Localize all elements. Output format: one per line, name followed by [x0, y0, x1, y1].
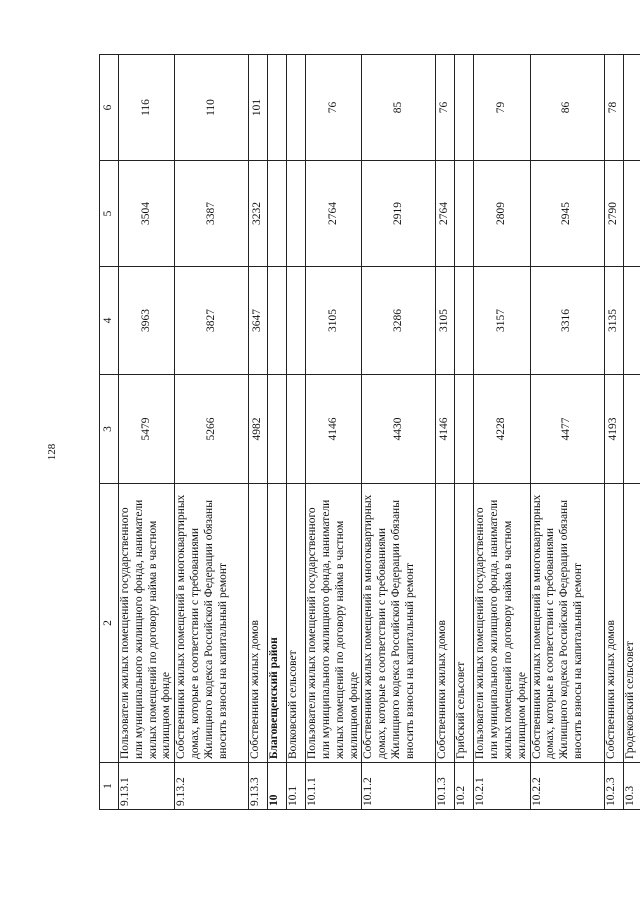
header-cell-4: 4 — [100, 267, 119, 375]
row-value-6 — [455, 55, 474, 161]
row-code: 9.13.2 — [175, 763, 249, 810]
table-row — [362, 55, 436, 810]
row-code: 10.1.1 — [306, 763, 362, 810]
row-value-5 — [623, 161, 640, 267]
row-value-4: 3827 — [175, 267, 249, 375]
row-value-4: 3157 — [474, 267, 530, 375]
row-value-6: 116 — [119, 55, 175, 161]
row-value-5: 2945 — [530, 161, 604, 267]
row-value-4 — [287, 267, 306, 375]
table-row — [306, 55, 362, 810]
row-code: 10.2.2 — [530, 763, 604, 810]
row-value-6: 76 — [436, 55, 455, 161]
row-value-5 — [455, 161, 474, 267]
row-value-3: 4228 — [474, 375, 530, 484]
row-value-4 — [455, 267, 474, 375]
row-value-4 — [623, 267, 640, 375]
row-value-6 — [287, 55, 306, 161]
row-value-5: 2764 — [436, 161, 455, 267]
district-name: Благовещенский район — [268, 484, 287, 763]
rotated-table-container — [99, 55, 636, 810]
row-value-6: 76 — [306, 55, 362, 161]
header-row — [100, 55, 119, 810]
row-code: 10.2.3 — [604, 763, 623, 810]
row-value-3: 4430 — [362, 375, 436, 484]
row-value-5: 3232 — [249, 161, 268, 267]
row-value-4: 3316 — [530, 267, 604, 375]
row-value-6: 86 — [530, 55, 604, 161]
row-description: Собственники жилых домов — [249, 484, 268, 763]
row-code: 9.13.1 — [119, 763, 175, 810]
row-value-3 — [455, 375, 474, 484]
row-value-6: 101 — [249, 55, 268, 161]
row-description: Пользователи жилых помещений государственного или муниципального жилищного фонда, наниматели жилых помещений по договору найма в частном жилищном фонде — [119, 484, 175, 763]
table-row — [249, 55, 268, 810]
row-value-6: 79 — [474, 55, 530, 161]
row-value-6: 110 — [175, 55, 249, 161]
row-value-5 — [268, 161, 287, 267]
table-row — [175, 55, 249, 810]
council-name: Грибский сельсовет — [455, 484, 474, 763]
row-value-3: 4982 — [249, 375, 268, 484]
row-value-6 — [268, 55, 287, 161]
header-cell-1: 1 — [100, 763, 119, 810]
row-value-3 — [623, 375, 640, 484]
row-value-4: 3647 — [249, 267, 268, 375]
row-description: Собственники жилых помещений в многоквартирных домах, которые в соответствии с требованиями Жилищного кодекса Российской Федерации обязаны вносить взносы на капитальный ремонт — [362, 484, 436, 763]
table-row — [604, 55, 623, 810]
row-value-5: 2919 — [362, 161, 436, 267]
table-row — [530, 55, 604, 810]
row-value-3 — [268, 375, 287, 484]
row-code: 10.1 — [287, 763, 306, 810]
row-value-4: 3105 — [306, 267, 362, 375]
row-value-3: 4146 — [306, 375, 362, 484]
header-cell-6: 6 — [100, 55, 119, 161]
row-description: Собственники жилых помещений в многоквартирных домах, которые в соответствии с требованиями Жилищного кодекса Российской Федерации обязаны вносить взносы на капитальный ремонт — [530, 484, 604, 763]
row-value-5: 3504 — [119, 161, 175, 267]
council-name: Гродековский сельсовет — [623, 484, 640, 763]
row-description: Пользователи жилых помещений государственного или муниципального жилищного фонда, наниматели жилых помещений по договору найма в частном жилищном фонде — [306, 484, 362, 763]
row-value-3: 4193 — [604, 375, 623, 484]
row-value-3: 5479 — [119, 375, 175, 484]
council-row — [455, 55, 474, 810]
row-description: Пользователи жилых помещений государственного или муниципального жилищного фонда, наниматели жилых помещений по договору найма в частном жилищном фонде — [474, 484, 530, 763]
row-code: 10.3 — [623, 763, 640, 810]
row-value-4: 3105 — [436, 267, 455, 375]
row-value-5: 2809 — [474, 161, 530, 267]
council-row — [287, 55, 306, 810]
row-value-3: 4146 — [436, 375, 455, 484]
row-value-3 — [287, 375, 306, 484]
table-row — [474, 55, 530, 810]
page-number: 128 — [46, 443, 58, 461]
header-cell-5: 5 — [100, 161, 119, 267]
row-value-4: 3135 — [604, 267, 623, 375]
row-value-6: 78 — [604, 55, 623, 161]
row-value-6: 85 — [362, 55, 436, 161]
row-code: 10.2.1 — [474, 763, 530, 810]
row-description: Собственники жилых домов — [436, 484, 455, 763]
row-description: Собственники жилых помещений в многоквартирных домах, которые в соответствии с требованиями Жилищного кодекса Российской Федерации обязаны вносить взносы на капитальный ремонт — [175, 484, 249, 763]
row-value-5 — [287, 161, 306, 267]
tariff-table — [99, 54, 640, 810]
district-row — [268, 55, 287, 810]
row-value-6 — [623, 55, 640, 161]
row-value-5: 2764 — [306, 161, 362, 267]
row-value-3: 5266 — [175, 375, 249, 484]
header-cell-3: 3 — [100, 375, 119, 484]
row-code: 10.1.2 — [362, 763, 436, 810]
row-value-4: 3286 — [362, 267, 436, 375]
header-cell-2: 2 — [100, 484, 119, 763]
table-row — [119, 55, 175, 810]
row-value-4 — [268, 267, 287, 375]
table-row — [436, 55, 455, 810]
row-code: 10.1.3 — [436, 763, 455, 810]
row-code: 10 — [268, 763, 287, 810]
row-value-5: 2790 — [604, 161, 623, 267]
row-value-5: 3387 — [175, 161, 249, 267]
row-value-3: 4477 — [530, 375, 604, 484]
row-code: 9.13.3 — [249, 763, 268, 810]
row-description: Собственники жилых домов — [604, 484, 623, 763]
council-name: Волковский сельсовет — [287, 484, 306, 763]
row-value-4: 3963 — [119, 267, 175, 375]
row-code: 10.2 — [455, 763, 474, 810]
council-row — [623, 55, 640, 810]
